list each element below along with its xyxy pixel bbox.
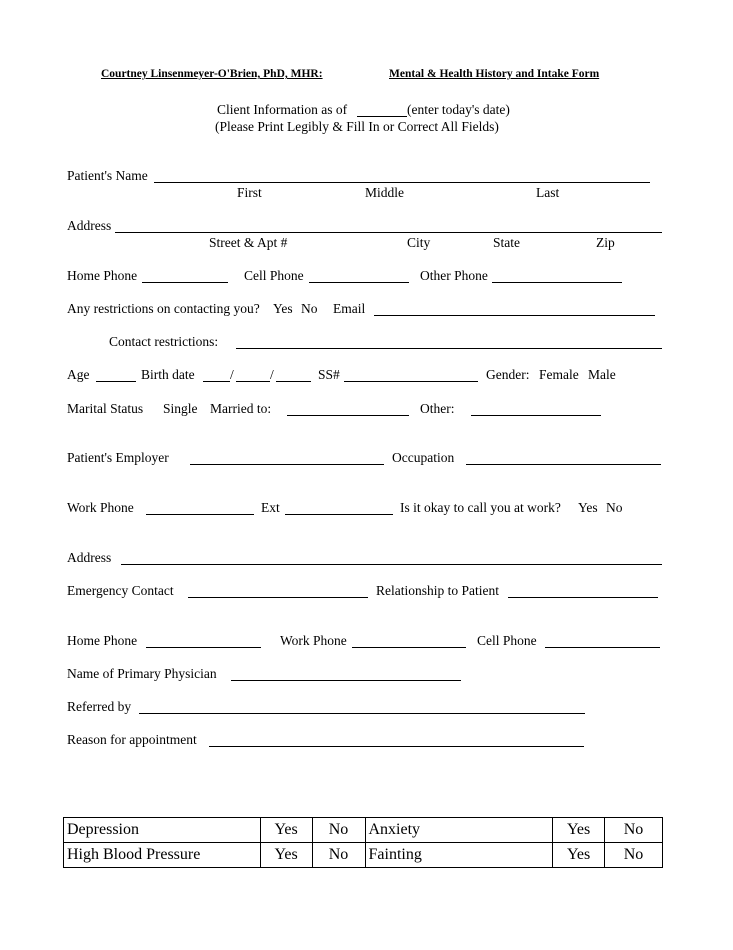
referred-by-label: Referred by: [67, 699, 132, 714]
street-caption: Street & Apt #: [209, 235, 288, 250]
condition-no-option[interactable]: No: [605, 843, 663, 868]
call-work-question: Is it okay to call you at work?: [400, 500, 561, 515]
married-to-field[interactable]: [287, 415, 409, 416]
occupation-label: Occupation: [392, 450, 455, 465]
ext-label: Ext: [261, 500, 280, 515]
ss-label: SS#: [318, 367, 340, 382]
marital-status-label: Marital Status: [67, 401, 144, 416]
condition-name: Depression: [64, 818, 261, 843]
condition-yes-option[interactable]: Yes: [553, 843, 605, 868]
zip-caption: Zip: [596, 235, 615, 250]
call-work-yes-option[interactable]: Yes: [578, 500, 598, 515]
marital-other-label: Other:: [420, 401, 455, 416]
gender-female-option[interactable]: Female: [539, 367, 579, 382]
restrictions-yes-option[interactable]: Yes: [273, 301, 293, 316]
condition-yes-option[interactable]: Yes: [260, 843, 312, 868]
intro-instructions: (Please Print Legibly & Fill In or Correct All Fields): [215, 119, 499, 134]
gender-male-option[interactable]: Male: [588, 367, 616, 382]
restrictions-question: Any restrictions on contacting you?: [67, 301, 260, 316]
intro-date-hint: (enter today's date): [407, 102, 510, 117]
condition-no-option[interactable]: No: [605, 818, 663, 843]
birth-date-slash-1: /: [230, 367, 234, 382]
condition-name: Fainting: [365, 843, 553, 868]
reason-label: Reason for appointment: [67, 732, 197, 747]
age-label: Age: [67, 367, 90, 382]
emergency-home-phone-label: Home Phone: [67, 633, 138, 648]
birth-date-slash-2: /: [270, 367, 274, 382]
condition-name: Anxiety: [365, 818, 553, 843]
gender-label: Gender:: [486, 367, 530, 382]
city-caption: City: [407, 235, 431, 250]
conditions-table: [63, 817, 663, 868]
work-address-label: Address: [67, 550, 112, 565]
home-phone-label: Home Phone: [67, 268, 138, 283]
employer-field[interactable]: [190, 464, 384, 465]
patient-name-field[interactable]: [154, 182, 650, 183]
table-row: [64, 818, 663, 843]
condition-yes-option[interactable]: Yes: [553, 818, 605, 843]
email-field[interactable]: [374, 315, 655, 316]
cell-phone-label: Cell Phone: [244, 268, 304, 283]
state-caption: State: [493, 235, 520, 250]
emergency-work-phone-field[interactable]: [352, 647, 466, 648]
occupation-field[interactable]: [466, 464, 661, 465]
cell-phone-field[interactable]: [309, 282, 409, 283]
patient-name-label: Patient's Name: [67, 168, 148, 183]
marital-single-option[interactable]: Single: [163, 401, 198, 416]
middle-name-caption: Middle: [365, 185, 404, 200]
physician-field[interactable]: [231, 680, 461, 681]
emergency-contact-field[interactable]: [188, 597, 368, 598]
condition-name: High Blood Pressure: [64, 843, 261, 868]
emergency-home-phone-field[interactable]: [146, 647, 261, 648]
employer-label: Patient's Employer: [67, 450, 169, 465]
other-phone-field[interactable]: [492, 282, 622, 283]
today-date-field[interactable]: [357, 116, 407, 117]
form-title: Mental & Health History and Intake Form: [389, 68, 600, 80]
ss-field[interactable]: [344, 381, 478, 382]
relationship-field[interactable]: [508, 597, 658, 598]
emergency-contact-label: Emergency Contact: [67, 583, 174, 598]
first-name-caption: First: [237, 185, 262, 200]
birth-year-field[interactable]: [276, 381, 311, 382]
call-work-no-option[interactable]: No: [606, 500, 623, 515]
referred-by-field[interactable]: [139, 713, 585, 714]
contact-restrictions-field[interactable]: [236, 348, 662, 349]
other-phone-label: Other Phone: [420, 268, 488, 283]
physician-label: Name of Primary Physician: [67, 666, 217, 681]
author-name: Courtney Linsenmeyer-O'Brien, PhD, MHR:: [101, 68, 323, 80]
birth-month-field[interactable]: [203, 381, 230, 382]
restrictions-no-option[interactable]: No: [301, 301, 318, 316]
marital-other-field[interactable]: [471, 415, 601, 416]
birth-date-label: Birth date: [141, 367, 195, 382]
email-label: Email: [333, 301, 366, 316]
married-to-label: Married to:: [210, 401, 272, 416]
emergency-work-phone-label: Work Phone: [280, 633, 347, 648]
condition-no-option[interactable]: No: [312, 818, 365, 843]
ext-field[interactable]: [285, 514, 393, 515]
home-phone-field[interactable]: [142, 282, 228, 283]
work-phone-field[interactable]: [146, 514, 254, 515]
address-label: Address: [67, 218, 112, 233]
reason-field[interactable]: [209, 746, 584, 747]
age-field[interactable]: [96, 381, 136, 382]
table-row: [64, 843, 663, 868]
work-phone-label: Work Phone: [67, 500, 134, 515]
condition-yes-option[interactable]: Yes: [260, 818, 312, 843]
contact-restrictions-label: Contact restrictions:: [109, 334, 219, 349]
condition-no-option[interactable]: No: [312, 843, 365, 868]
birth-day-field[interactable]: [236, 381, 270, 382]
last-name-caption: Last: [536, 185, 560, 200]
intro-date-label: Client Information as of: [217, 102, 348, 117]
work-address-field[interactable]: [121, 564, 662, 565]
relationship-label: Relationship to Patient: [376, 583, 499, 598]
address-field[interactable]: [115, 232, 662, 233]
emergency-cell-phone-label: Cell Phone: [477, 633, 537, 648]
emergency-cell-phone-field[interactable]: [545, 647, 660, 648]
